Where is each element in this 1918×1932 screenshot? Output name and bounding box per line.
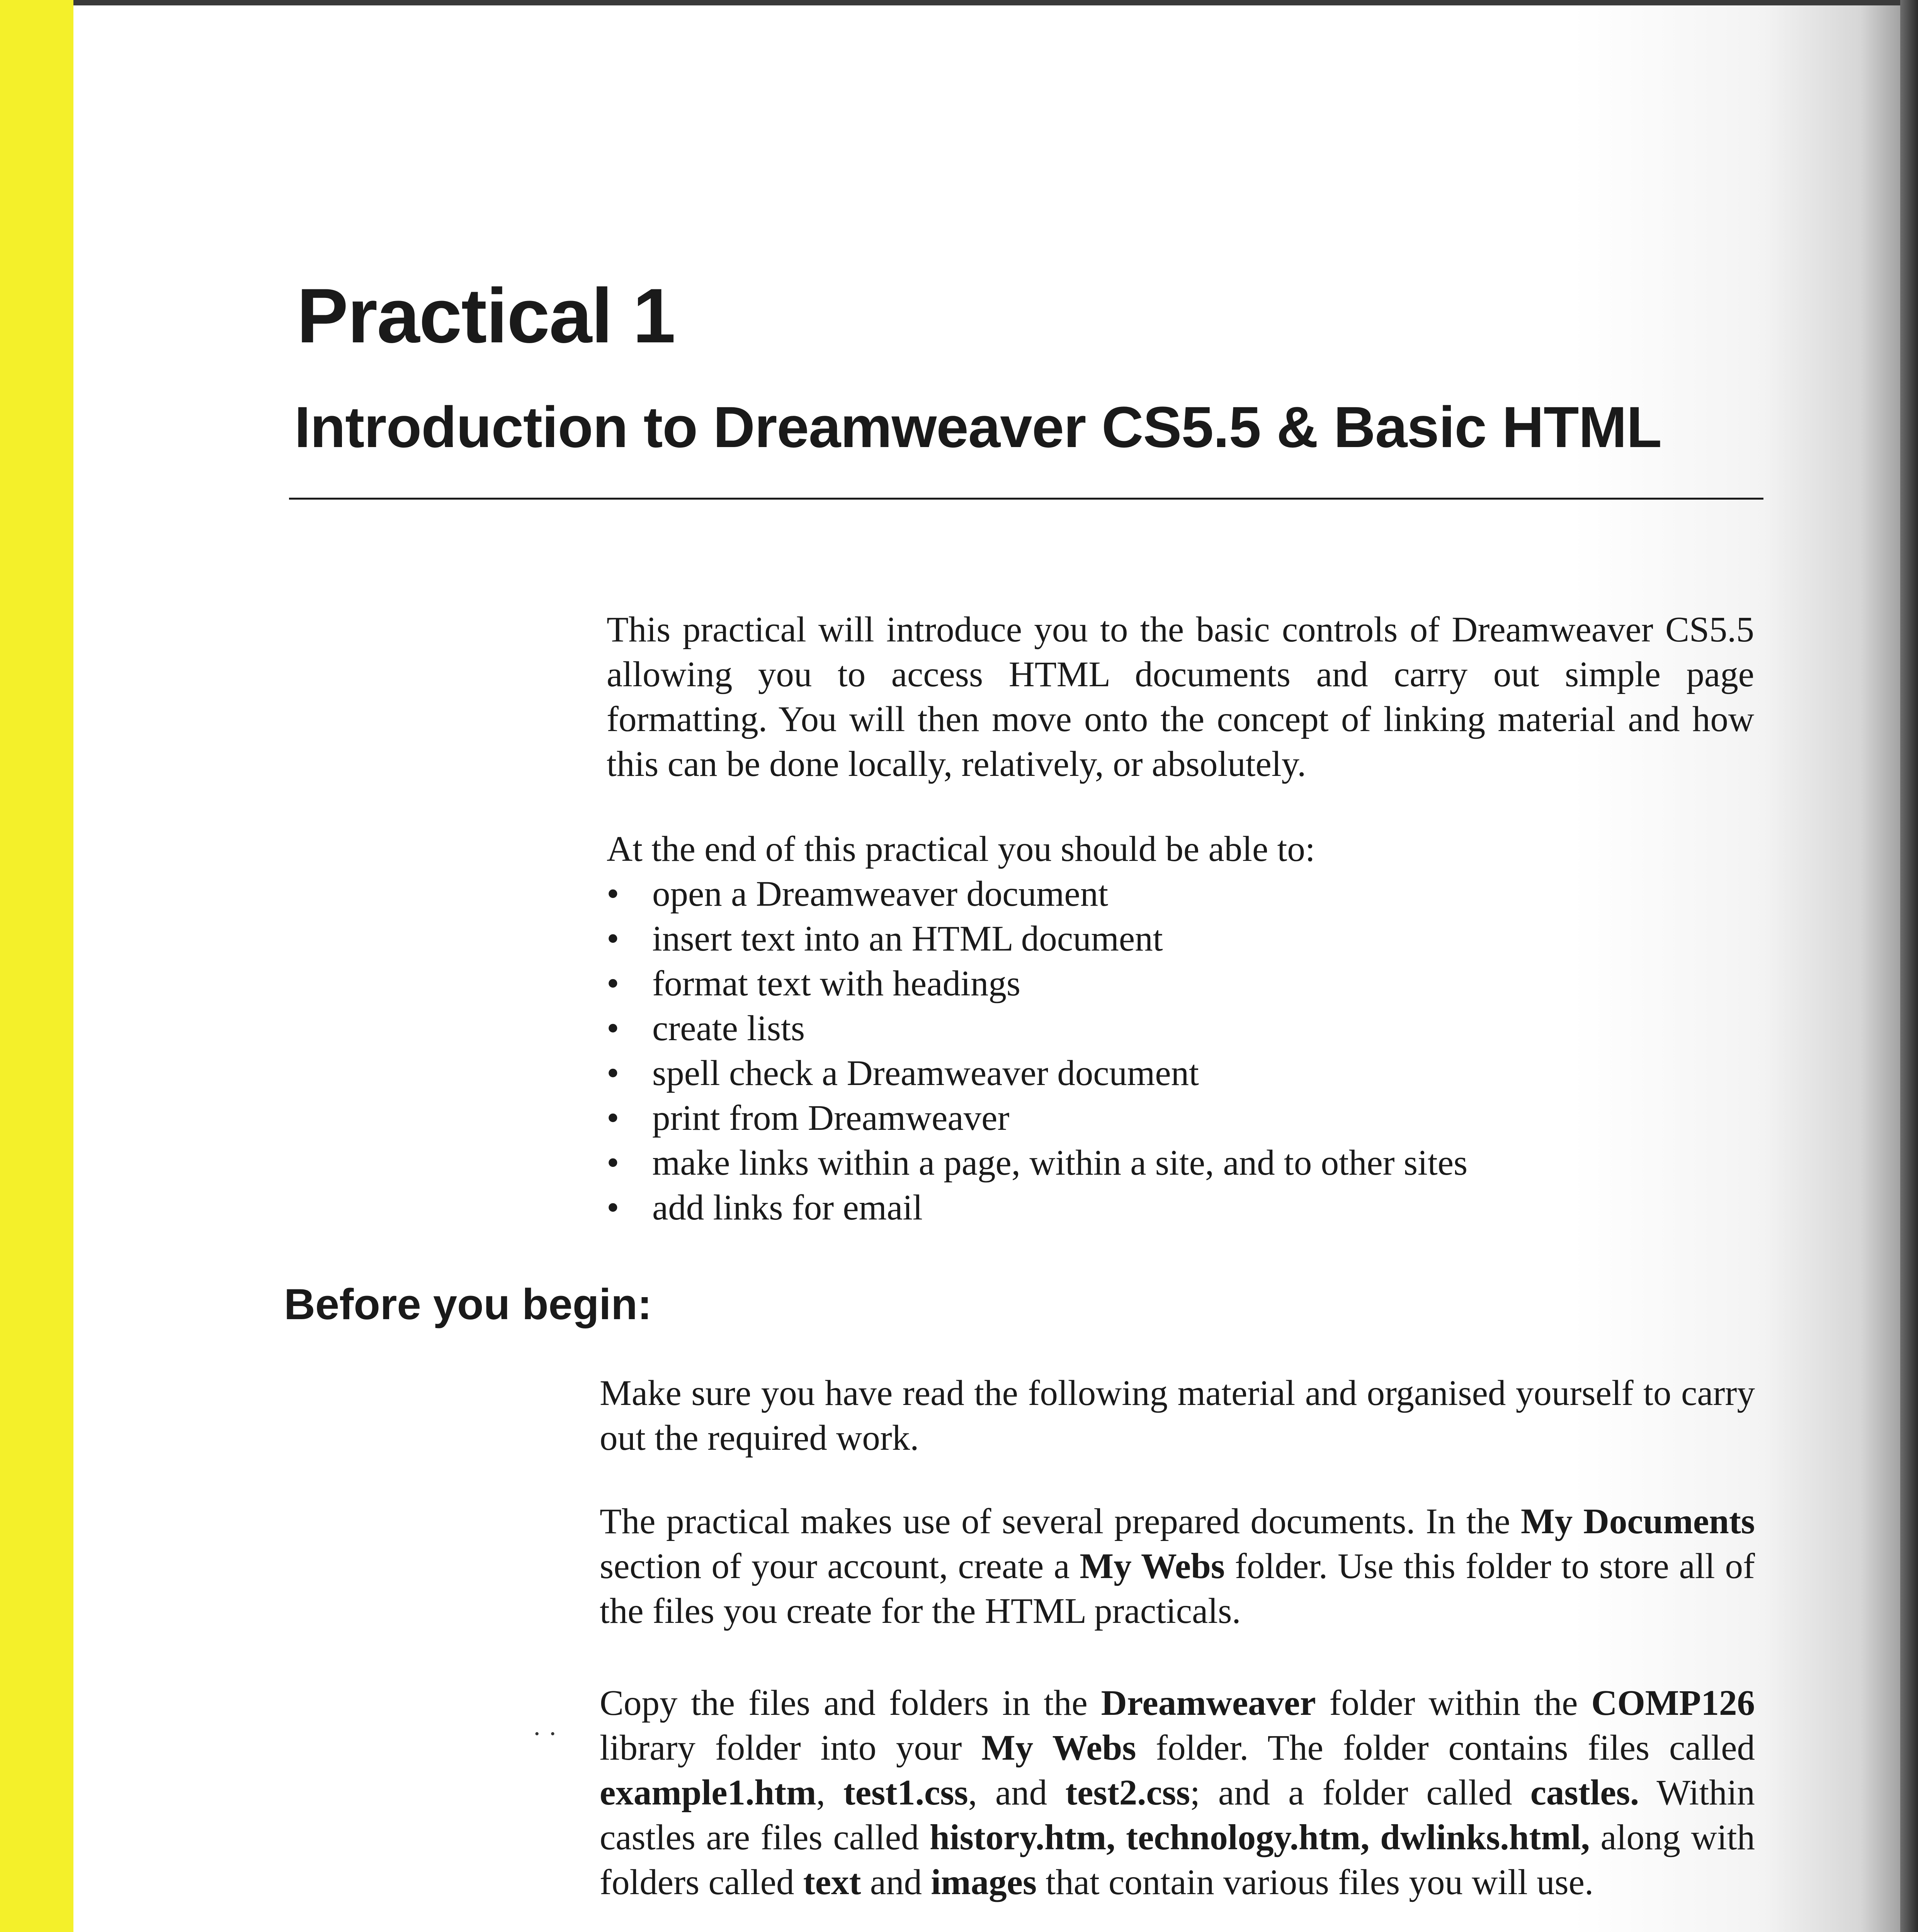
intro-section [607,607,1754,787]
objectives-lead: At the end of this practical you should be able to: [607,829,1315,869]
objectives-list [607,872,1754,1230]
scan-top-edge [73,0,1918,5]
page-title: Practical 1 [297,273,675,359]
bold-text: history.htm, technology.htm, dwlinks.html, [930,1818,1590,1857]
bullet-icon: • [607,919,619,959]
bold-text: Dreamweaver [1101,1683,1316,1723]
bold-text: example1.htm [600,1773,816,1813]
intro-paragraph: This practical will introduce you to the basic controls of Dreamweaver CS5.5 allowing you to access HTML documents and carry out simple page formatting. You will then move onto the concept of linking material and how this can be done locally, relatively, or absolutely. [607,610,1754,784]
yellow-binding-strip [0,0,73,1932]
bullet-icon: • [607,874,619,914]
page-subtitle: Introduction to Dreamweaver CS5.5 & Basic HTML [294,395,1662,459]
before-para-3: Copy the files and folders in the Dreamweaver folder within the COMP126 library folder into your My Webs folder. The folder contains files called example1.htm, test1.css, and test2.css; and a folder called castles. Within castles are files called history.htm, technology.htm, dwlinks.html, along with folders called text and images that contain various files you will use. [600,1683,1755,1902]
objectives-section [607,827,1754,1230]
bold-text: My Webs [981,1728,1136,1768]
bold-text: test1.css [843,1773,968,1813]
scan-right-edge [1900,0,1918,1932]
list-item: • format text with headings [607,961,1754,1006]
bold-text: images [931,1862,1037,1902]
list-item: • make links within a page, within a site, and to other sites [607,1141,1754,1185]
title-divider [289,498,1763,500]
bold-text: castles. [1530,1773,1639,1813]
before-para-1: Make sure you have read the following material and organised yourself to carry out the required work. [600,1373,1755,1458]
before-para-2: The practical makes use of several prepared documents. In the My Documents section of your account, create a My Webs folder. Use this folder to store all of the files you create for the HTML practicals. [600,1502,1755,1631]
bullet-icon: • [607,1188,619,1228]
stray-mark: · · [532,1719,558,1749]
list-item: • open a Dreamweaver document [607,872,1754,917]
list-item: • print from Dreamweaver [607,1096,1754,1141]
bullet-icon: • [607,964,619,1003]
section-heading-before-you-begin: Before you begin: [284,1280,652,1328]
bold-text: My Documents [1520,1502,1755,1541]
list-item: • spell check a Dreamweaver document [607,1051,1754,1096]
list-item: • insert text into an HTML document [607,917,1754,961]
bold-text: COMP126 [1591,1683,1755,1723]
bold-text: test2.css [1065,1773,1190,1813]
list-item: • add links for email [607,1185,1754,1230]
bold-text: text [803,1862,861,1902]
bullet-icon: • [607,1053,619,1093]
bullet-icon: • [607,1009,619,1048]
bullet-icon: • [607,1143,619,1183]
bold-text: My Webs [1080,1546,1225,1586]
list-item: • create lists [607,1006,1754,1051]
bullet-icon: • [607,1098,619,1138]
